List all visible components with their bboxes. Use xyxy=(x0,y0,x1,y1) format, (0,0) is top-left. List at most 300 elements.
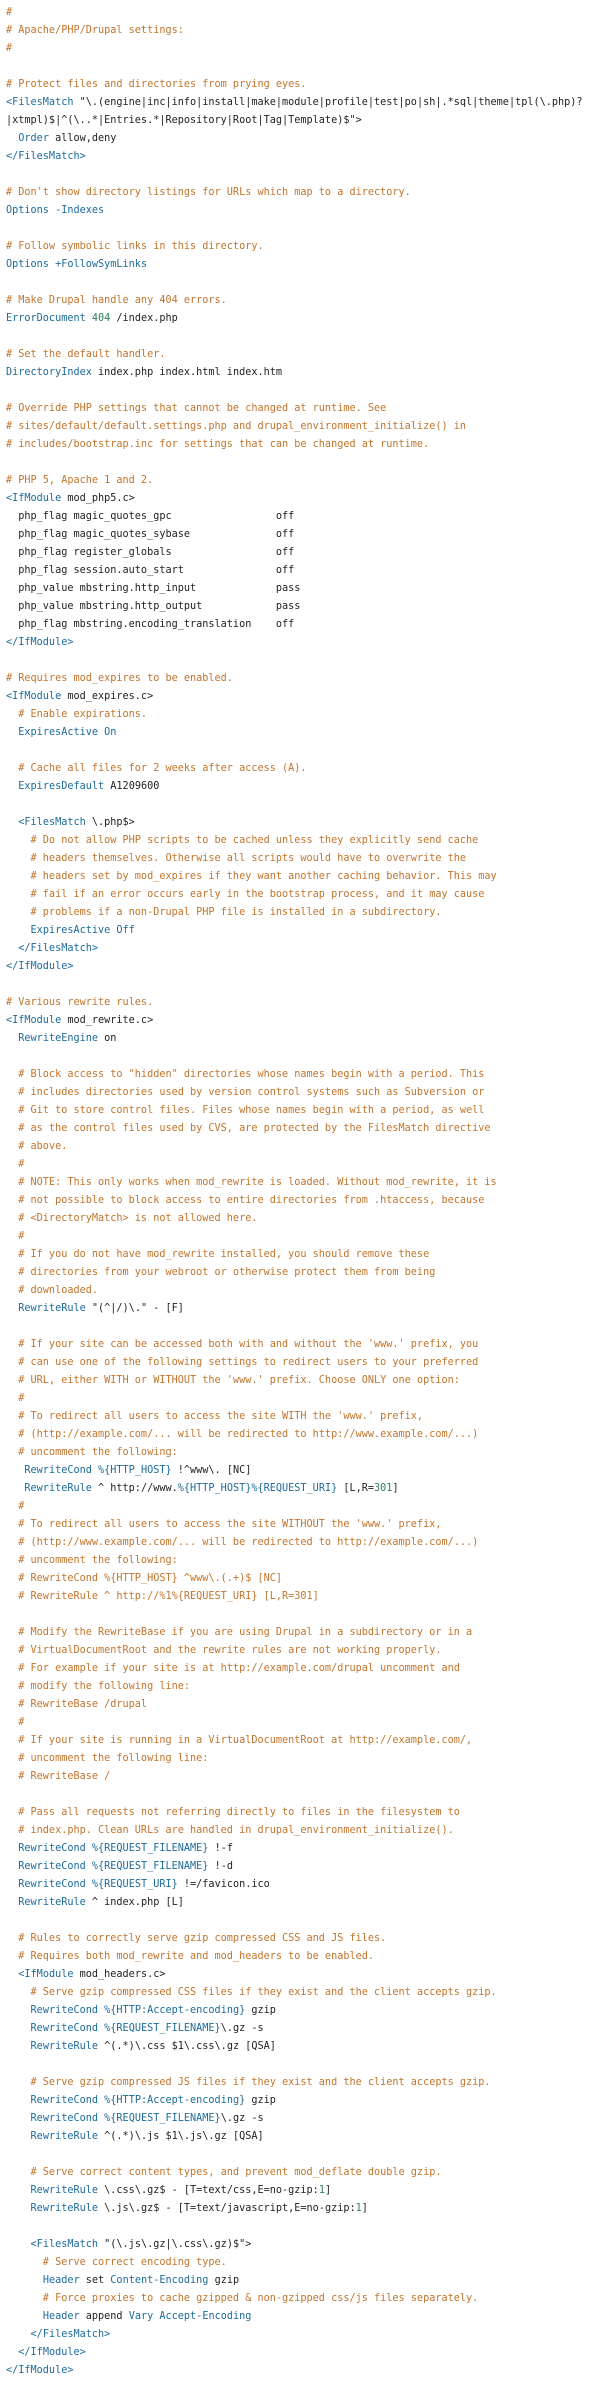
code-token: # uncomment the following line: xyxy=(6,1753,209,1764)
code-token: RewriteCond xyxy=(18,1861,86,1872)
code-line xyxy=(6,1984,600,2002)
code-line xyxy=(6,1138,600,1156)
code-line xyxy=(6,2344,600,2362)
code-token: RewriteEngine xyxy=(18,1033,99,1044)
code-token: # RewriteRule ^ http://%1%{REQUEST_URI} [L,R=301] xyxy=(6,1591,319,1602)
code-token: # Rules to correctly serve gzip compressed CSS and JS files. xyxy=(6,1933,387,1944)
code-token: RewriteCond xyxy=(18,1879,86,1890)
code-token xyxy=(6,2131,31,2142)
code-token: \.php$> xyxy=(85,817,135,828)
code-line xyxy=(6,1408,600,1426)
code-token xyxy=(6,133,18,144)
code-line xyxy=(6,2200,600,2218)
code-token: php_value mbstring.http_input pass xyxy=(6,583,301,594)
code-token: php_flag magic_quotes_gpc off xyxy=(6,511,295,522)
code-token xyxy=(6,2041,31,2052)
code-token: # To redirect all users to access the site WITH the 'www.' prefix, xyxy=(6,1411,424,1422)
code-line xyxy=(6,1390,600,1408)
code-line xyxy=(6,994,600,1012)
code-token: %{REQUEST_FILENAME} xyxy=(104,2023,221,2034)
code-token xyxy=(6,2329,31,2340)
code-token: # index.php. Clean URLs are handled in drupal_environment_initialize(). xyxy=(6,1825,454,1836)
code-token: # Requires both mod_rewrite and mod_headers to be enabled. xyxy=(6,1951,375,1962)
code-line xyxy=(6,382,600,400)
code-line xyxy=(6,1012,600,1030)
code-token: # modify the following line: xyxy=(6,1681,191,1692)
code-token: # To redirect all users to access the site WITHOUT the 'www.' prefix, xyxy=(6,1519,442,1530)
code-token: # Make Drupal handle any 404 errors. xyxy=(6,295,227,306)
code-token: # VirtualDocumentRoot and the rewrite rules are not working properly. xyxy=(6,1645,442,1656)
code-line xyxy=(6,652,600,670)
code-token: <FilesMatch xyxy=(18,817,86,828)
code-token: # RewriteBase /drupal xyxy=(6,1699,148,1710)
code-token: Off xyxy=(116,925,135,936)
code-line xyxy=(6,2128,600,2146)
code-token: php_flag mbstring.encoding_translation off xyxy=(6,619,295,630)
code-token: # Apache/PHP/Drupal settings: xyxy=(6,25,184,36)
code-token: # Serve gzip compressed CSS files if they exist and the client accepts gzip. xyxy=(6,1987,497,1998)
code-token: # xyxy=(6,7,13,18)
code-line xyxy=(6,1048,600,1066)
code-line xyxy=(6,4,600,22)
code-token: !^www\. [NC] xyxy=(171,1465,252,1476)
code-token xyxy=(6,727,18,738)
code-token: mod_headers.c> xyxy=(73,1969,166,1980)
code-token: ExpiresDefault xyxy=(18,781,105,792)
code-token: Content-Encoding xyxy=(110,2275,209,2286)
code-line xyxy=(6,598,600,616)
code-line xyxy=(6,2146,600,2164)
code-line xyxy=(6,1300,600,1318)
code-token xyxy=(6,2005,31,2016)
code-token: # If your site can be accessed both with and without the 'www.' prefix, you xyxy=(6,1339,479,1350)
code-token: # URL, either WITH or WITHOUT the 'www.' prefix. Choose ONLY one option: xyxy=(6,1375,460,1386)
code-token: !=/favicon.ico xyxy=(177,1879,270,1890)
code-line xyxy=(6,1372,600,1390)
code-line xyxy=(6,1822,600,1840)
code-line xyxy=(6,436,600,454)
code-line xyxy=(6,400,600,418)
code-line xyxy=(6,184,600,202)
code-token: A1209600 xyxy=(104,781,160,792)
code-token: gzip xyxy=(208,2275,240,2286)
code-line xyxy=(6,1552,600,1570)
code-line xyxy=(6,1174,600,1192)
code-token: # headers themselves. Otherwise all scripts would have to overwrite the xyxy=(6,853,467,864)
code-line xyxy=(6,1066,600,1084)
code-token xyxy=(6,943,18,954)
code-token: # Override PHP settings that cannot be changed at runtime. See xyxy=(6,403,387,414)
code-token xyxy=(6,2203,31,2214)
code-line xyxy=(6,1120,600,1138)
code-line xyxy=(6,796,600,814)
code-line xyxy=(6,580,600,598)
code-token: </FilesMatch> xyxy=(18,943,99,954)
code-token: # xyxy=(6,1393,25,1404)
code-token: ^ http://www. xyxy=(91,1483,178,1494)
code-token: # problems if a non-Drupal PHP file is installed in a subdirectory. xyxy=(6,907,442,918)
code-token: # Don't show directory listings for URLs which map to a directory. xyxy=(6,187,411,198)
code-token: %{REQUEST_FILENAME} xyxy=(104,2113,221,2124)
code-token: # Requires mod_expires to be enabled. xyxy=(6,673,233,684)
code-line xyxy=(6,562,600,580)
code-token: RewriteRule xyxy=(30,2041,99,2052)
code-token: 1 xyxy=(355,2203,362,2214)
code-line xyxy=(6,2362,600,2380)
code-token: ] xyxy=(324,2185,332,2196)
code-token: mod_rewrite.c> xyxy=(61,1015,154,1026)
code-line xyxy=(6,1588,600,1606)
code-line xyxy=(6,1624,600,1642)
code-line xyxy=(6,1498,600,1516)
code-token: mod_php5.c> xyxy=(61,493,135,504)
code-token: index.php index.html index.htm xyxy=(91,367,283,378)
code-token: # uncomment the following: xyxy=(6,1447,178,1458)
code-token: !-d xyxy=(208,1861,233,1872)
code-line xyxy=(6,1930,600,1948)
code-line xyxy=(6,472,600,490)
code-line xyxy=(6,1606,600,1624)
code-token: # directories from your webroot or otherwise protect them from being xyxy=(6,1267,436,1278)
code-token: RewriteCond xyxy=(30,2023,99,2034)
code-line xyxy=(6,1030,600,1048)
code-line xyxy=(6,976,600,994)
code-line xyxy=(6,778,600,796)
code-token: # RewriteCond %{HTTP_HOST} ^www\.(.+)$ [NC] xyxy=(6,1573,283,1584)
code-token: %{HTTP:Accept-encoding} xyxy=(104,2005,246,2016)
code-token: RewriteCond xyxy=(18,1843,86,1854)
code-line xyxy=(6,1210,600,1228)
code-token: gzip xyxy=(245,2095,276,2106)
code-token xyxy=(6,1303,18,1314)
code-line xyxy=(6,112,600,130)
code-line xyxy=(6,526,600,544)
code-token: /index.php xyxy=(110,313,178,324)
code-line xyxy=(6,868,600,886)
code-line xyxy=(6,2308,600,2326)
code-line xyxy=(6,490,600,508)
code-token: %{HTTP:Accept-encoding} xyxy=(104,2095,246,2106)
code-line xyxy=(6,544,600,562)
code-line xyxy=(6,1462,600,1480)
code-token: <FilesMatch xyxy=(6,97,74,108)
code-token xyxy=(6,2095,31,2106)
code-token: 1 xyxy=(318,2185,325,2196)
code-token: # PHP 5, Apache 1 and 2. xyxy=(6,475,154,486)
code-token: # Git to store control files. Files whose names begin with a period, as well xyxy=(6,1105,485,1116)
code-token: ErrorDocument xyxy=(6,313,86,324)
code-token: %{HTTP_HOST} xyxy=(98,1465,172,1476)
code-token xyxy=(6,1897,18,1908)
code-token: %{HTTP_HOST}%{REQUEST_URI} xyxy=(177,1483,338,1494)
code-token: \.css\.gz$ - [T=text/css,E=no-gzip: xyxy=(98,2185,319,2196)
code-token: RewriteCond xyxy=(30,2005,99,2016)
code-line xyxy=(6,2092,600,2110)
code-line xyxy=(6,364,600,382)
code-line xyxy=(6,2290,600,2308)
code-line xyxy=(6,508,600,526)
code-token: # xyxy=(6,1231,25,1242)
code-line xyxy=(6,292,600,310)
code-line xyxy=(6,130,600,148)
code-token: RewriteRule xyxy=(24,1483,92,1494)
code-token: # sites/default/default.settings.php and drupal_environment_initialize() in xyxy=(6,421,467,432)
code-token: RewriteCond xyxy=(30,2113,99,2124)
code-line xyxy=(6,724,600,742)
code-line xyxy=(6,922,600,940)
code-line xyxy=(6,1534,600,1552)
code-line xyxy=(6,1246,600,1264)
code-line xyxy=(6,1426,600,1444)
code-token: </IfModule> xyxy=(6,961,74,972)
code-token: %{REQUEST_FILENAME} xyxy=(91,1843,209,1854)
code-token: Options xyxy=(6,259,49,270)
code-line xyxy=(6,346,600,364)
code-token: \.js\.gz$ - [T=text/javascript,E=no-gzip: xyxy=(98,2203,356,2214)
code-token: # downloaded. xyxy=(6,1285,99,1296)
code-line xyxy=(6,2038,600,2056)
code-token: # Enable expirations. xyxy=(6,709,148,720)
code-line xyxy=(6,256,600,274)
code-token: # For example if your site is at http://example.com/drupal uncomment and xyxy=(6,1663,460,1674)
code-token: RewriteRule xyxy=(30,2131,99,2142)
code-line xyxy=(6,1948,600,1966)
code-token: # includes directories used by version control systems such as Subversion or xyxy=(6,1087,485,1098)
code-token: # Pass all requests not referring directly to files in the filesystem to xyxy=(6,1807,460,1818)
code-line xyxy=(6,1444,600,1462)
code-token: # Block access to "hidden" directories whose names begin with a period. This xyxy=(6,1069,485,1080)
code-line xyxy=(6,904,600,922)
code-token: </FilesMatch> xyxy=(30,2329,111,2340)
code-token: ExpiresActive xyxy=(30,925,111,936)
code-line xyxy=(6,616,600,634)
code-token: "\.(engine|inc|info|install|make|module|profile|test|po|sh|.*sql|theme|tpl(\.php)? xyxy=(73,97,583,108)
code-token: \.gz -s xyxy=(220,2023,264,2034)
code-line xyxy=(6,1876,600,1894)
code-line xyxy=(6,1840,600,1858)
code-token: <IfModule xyxy=(6,493,62,504)
code-token xyxy=(6,1861,18,1872)
code-token: php_flag register_globals off xyxy=(6,547,295,558)
code-line xyxy=(6,274,600,292)
code-token: -Indexes xyxy=(55,205,105,216)
code-token: php_flag session.auto_start off xyxy=(6,565,295,576)
code-token: [L,R= xyxy=(337,1483,375,1494)
code-token: <IfModule xyxy=(6,1015,62,1026)
code-token: RewriteCond xyxy=(30,2095,99,2106)
code-line xyxy=(6,1336,600,1354)
code-token: "(\.js\.gz|\.css\.gz)$"> xyxy=(98,2239,252,2250)
code-line xyxy=(6,1318,600,1336)
code-token xyxy=(6,2023,31,2034)
code-token: # RewriteBase / xyxy=(6,1771,111,1782)
code-token: set xyxy=(79,2275,111,2286)
code-token: # Cache all files for 2 weeks after access (A). xyxy=(6,763,307,774)
code-line xyxy=(6,1264,600,1282)
code-line xyxy=(6,166,600,184)
code-token: %{REQUEST_FILENAME} xyxy=(91,1861,209,1872)
code-token: # Serve correct encoding type. xyxy=(6,2257,227,2268)
code-line xyxy=(6,634,600,652)
code-line xyxy=(6,886,600,904)
code-token: php_flag magic_quotes_sybase off xyxy=(6,529,295,540)
code-line xyxy=(6,1894,600,1912)
code-line xyxy=(6,1354,600,1372)
code-line xyxy=(6,2164,600,2182)
code-token: # Protect files and directories from prying eyes. xyxy=(6,79,307,90)
code-token: # <DirectoryMatch> is not allowed here. xyxy=(6,1213,258,1224)
code-token: # Set the default handler. xyxy=(6,349,166,360)
code-token xyxy=(6,1483,24,1494)
code-line xyxy=(6,2236,600,2254)
code-token xyxy=(6,2239,31,2250)
code-token: # If your site is running in a VirtualDocumentRoot at http://example.com/, xyxy=(6,1735,473,1746)
code-token: # Serve gzip compressed JS files if they exist and the client accepts gzip. xyxy=(6,2077,491,2088)
code-token xyxy=(6,2311,43,2322)
code-line xyxy=(6,202,600,220)
code-token: allow,deny xyxy=(48,133,117,144)
code-token: </IfModule> xyxy=(18,2347,86,2358)
code-token xyxy=(6,1969,18,1980)
code-line xyxy=(6,2056,600,2074)
code-line xyxy=(6,940,600,958)
code-token: # not possible to block access to entire directories from .htaccess, because xyxy=(6,1195,485,1206)
code-token: RewriteRule xyxy=(18,1897,86,1908)
code-token: php_value mbstring.http_output pass xyxy=(6,601,301,612)
code-token: !-f xyxy=(208,1843,233,1854)
code-token: DirectoryIndex xyxy=(6,367,92,378)
code-token: </IfModule> xyxy=(6,2365,74,2376)
code-token: <FilesMatch xyxy=(30,2239,99,2250)
code-token xyxy=(6,817,18,828)
code-token xyxy=(6,2113,31,2124)
code-token xyxy=(6,2275,43,2286)
code-line xyxy=(6,76,600,94)
code-token xyxy=(6,2347,18,2358)
code-line xyxy=(6,2182,600,2200)
code-token: 404 xyxy=(91,313,111,324)
code-line xyxy=(6,454,600,472)
code-line xyxy=(6,2074,600,2092)
code-token: Header xyxy=(42,2311,80,2322)
code-line xyxy=(6,2254,600,2272)
code-token: on xyxy=(98,1033,117,1044)
code-token: # xyxy=(6,43,13,54)
code-line xyxy=(6,418,600,436)
code-line xyxy=(6,706,600,724)
code-token xyxy=(6,1465,24,1476)
code-token: 301 xyxy=(374,1483,393,1494)
code-token: # Various rewrite rules. xyxy=(6,997,154,1008)
code-token: # headers set by mod_expires if they want another caching behavior. This may xyxy=(6,871,497,882)
code-token: # includes/bootstrap.inc for settings that can be changed at runtime. xyxy=(6,439,430,450)
code-token: # Follow symbolic links in this directory. xyxy=(6,241,264,252)
code-line xyxy=(6,1282,600,1300)
code-line xyxy=(6,1084,600,1102)
code-token: <IfModule xyxy=(18,1969,74,1980)
code-line xyxy=(6,2326,600,2344)
code-line xyxy=(6,760,600,778)
code-token: Options xyxy=(6,205,49,216)
code-line xyxy=(6,1750,600,1768)
code-token: # above. xyxy=(6,1141,68,1152)
code-line xyxy=(6,2110,600,2128)
code-line xyxy=(6,328,600,346)
code-token xyxy=(6,925,31,936)
code-line xyxy=(6,1570,600,1588)
code-token: %{REQUEST_URI} xyxy=(91,1879,178,1890)
code-line xyxy=(6,742,600,760)
code-token: # as the control files used by CVS, are protected by the FilesMatch directive xyxy=(6,1123,491,1134)
code-line xyxy=(6,1102,600,1120)
code-line xyxy=(6,814,600,832)
code-line xyxy=(6,832,600,850)
code-line xyxy=(6,1858,600,1876)
code-line xyxy=(6,94,600,112)
code-token: Accept-Encoding xyxy=(159,2311,252,2322)
code-line xyxy=(6,1768,600,1786)
code-line xyxy=(6,1660,600,1678)
code-token: <IfModule xyxy=(6,691,62,702)
code-line xyxy=(6,958,600,976)
code-line xyxy=(6,1786,600,1804)
code-line xyxy=(6,1714,600,1732)
code-line xyxy=(6,220,600,238)
code-line xyxy=(6,1804,600,1822)
code-token: ^(.*)\.css $1\.css\.gz [QSA] xyxy=(98,2041,276,2052)
code-line xyxy=(6,238,600,256)
code-token: # If you do not have mod_rewrite installed, you should remove these xyxy=(6,1249,430,1260)
code-token: RewriteRule xyxy=(30,2203,99,2214)
code-line xyxy=(6,40,600,58)
code-token: # (http://example.com/... will be redirected to http://www.example.com/...) xyxy=(6,1429,479,1440)
code-token: ] xyxy=(392,1483,399,1494)
code-token: On xyxy=(104,727,117,738)
code-line xyxy=(6,1516,600,1534)
code-line xyxy=(6,2020,600,2038)
code-token: "(^|/)\." - [F] xyxy=(85,1303,184,1314)
code-token: Vary xyxy=(128,2311,154,2322)
code-token: # can use one of the following settings to redirect users to your preferred xyxy=(6,1357,479,1368)
code-token: \.gz -s xyxy=(220,2113,264,2124)
code-token: </IfModule> xyxy=(6,637,74,648)
code-token: RewriteRule xyxy=(18,1303,86,1314)
code-token: Header xyxy=(42,2275,80,2286)
code-token: # Modify the RewriteBase if you are using Drupal in a subdirectory or in a xyxy=(6,1627,473,1638)
code-line xyxy=(6,1732,600,1750)
code-token: # Force proxies to cache gzipped & non-gzipped css/js files separately. xyxy=(6,2293,479,2304)
code-line xyxy=(6,58,600,76)
code-line xyxy=(6,22,600,40)
code-line xyxy=(6,1642,600,1660)
code-token xyxy=(6,1879,18,1890)
code-token: Order xyxy=(18,133,49,144)
code-line xyxy=(6,148,600,166)
code-line xyxy=(6,1678,600,1696)
code-line xyxy=(6,1912,600,1930)
code-line xyxy=(6,2218,600,2236)
code-line xyxy=(6,1156,600,1174)
code-token: +FollowSymLinks xyxy=(55,259,148,270)
code-line xyxy=(6,850,600,868)
code-token xyxy=(6,1033,18,1044)
code-token: # xyxy=(6,1717,25,1728)
code-line xyxy=(6,2272,600,2290)
code-line xyxy=(6,1966,600,1984)
code-line xyxy=(6,2002,600,2020)
code-token: # NOTE: This only works when mod_rewrite is loaded. Without mod_rewrite, it is xyxy=(6,1177,497,1188)
code-token: |xtmpl)$|^(\..*|Entries.*|Repository|Root|Tag|Template)$"> xyxy=(6,115,362,126)
